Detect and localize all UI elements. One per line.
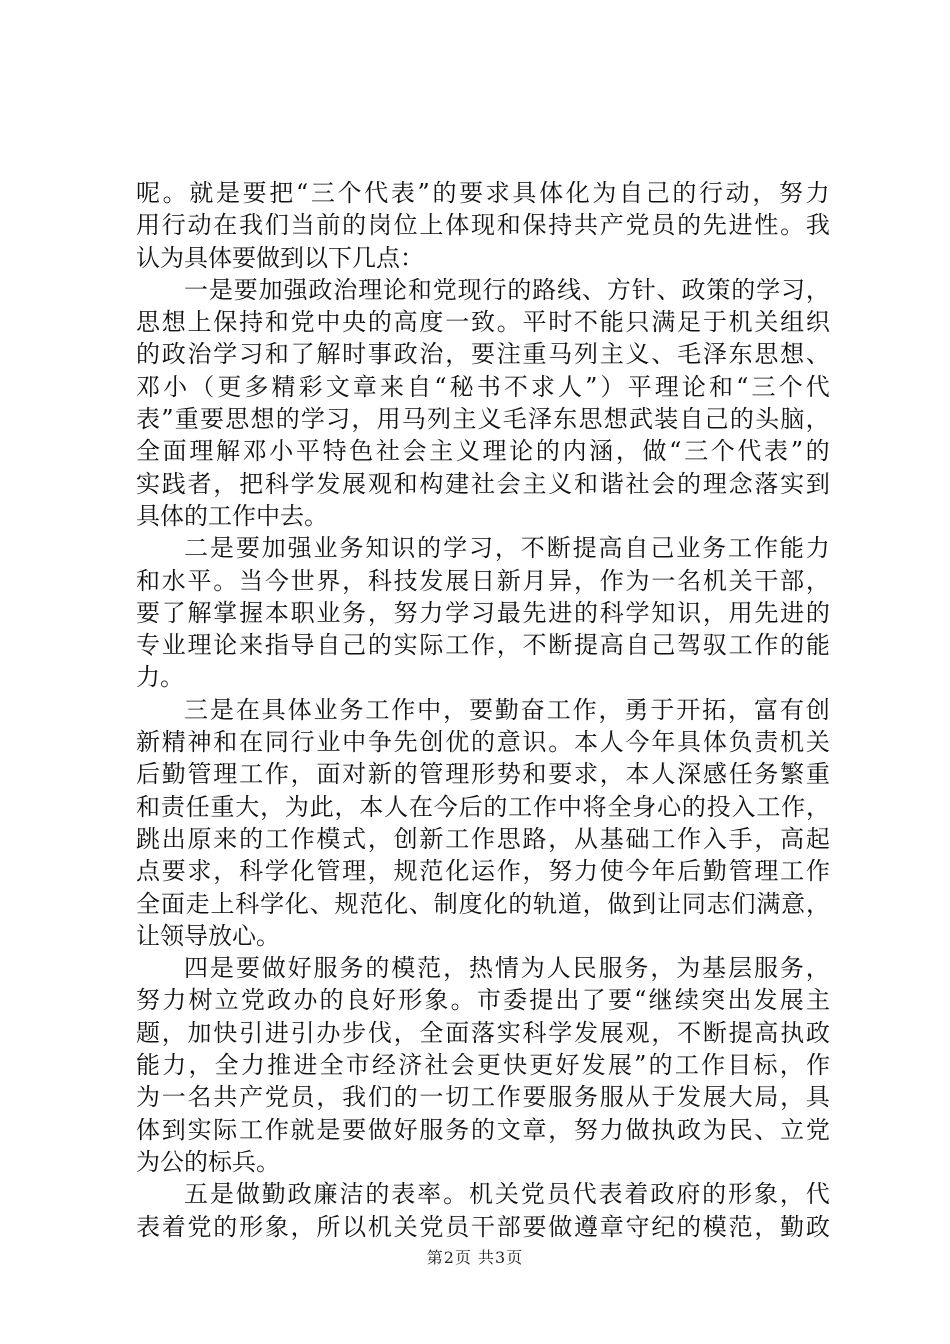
text-line: 认为具体要做到以下几点： <box>136 243 424 272</box>
text-line: 新 精 神 和 在 同 行 业 中 争 先 创 优 的 意 识 。 本 人 今 年 具 体 负 责 机 关 <box>136 728 830 757</box>
text-line: 全 面 走 上 科 学 化 、 规 范 化 、 制 度 化 的 轨 道 ， 做 到 让 同 志 们 满 意 ， <box>136 889 830 918</box>
text-line: 二 是 要 加 强 业 务 知 识 的 学 习 ， 不 断 提 高 自 己 业 务 工 作 能 力 <box>184 534 830 563</box>
text-line: 具体的工作中去。 <box>136 501 328 530</box>
text-line: 专 业 理 论 来 指 导 自 己 的 实 际 工 作 ， 不 断 提 高 自 己 驾 驭 工 作 的 能 <box>136 631 830 660</box>
text-line: 用 行 动 在 我 们 当 前 的 岗 位 上 体 现 和 保 持 共 产 党 员 的 先 进 性 。 我 <box>136 211 830 240</box>
text-line: 一 是 要 加 强 政 治 理 论 和 党 现 行 的 路 线 、 方 针 、 政 策 的 学 习 ， <box>184 275 830 304</box>
text-line: 和 责 任 重 大 ， 为 此 ， 本 人 在 今 后 的 工 作 中 将 全 身 心 的 投 入 工 作 ， <box>136 792 830 821</box>
text-line: 后 勤 管 理 工 作 ， 面 对 新 的 管 理 形 势 和 要 求 ， 本 人 深 感 任 务 繁 重 <box>136 760 830 789</box>
text-line: 要 了 解 掌 握 本 职 业 务 ， 努 力 学 习 最 先 进 的 科 学 知 识 ， 用 先 进 的 <box>136 598 830 627</box>
page-footer <box>0 1245 950 1268</box>
text-line: 题 ， 加 快 引 进 引 办 步 伐 ， 全 面 落 实 科 学 发 展 观 ， 不 断 提 高 执 政 <box>136 1018 830 1047</box>
text-line: 五 是 做 勤 政 廉 洁 的 表 率 。 机 关 党 员 代 表 着 政 府 的 形 象 ， 代 <box>184 1180 830 1209</box>
text-line: 思 想 上 保 持 和 党 中 央 的 高 度 一 致 。 平 时 不 能 只 满 足 于 机 关 组 织 <box>136 308 830 337</box>
document-body <box>136 177 830 1243</box>
text-line: 呢 。 就 是 要 把 “ 三 个 代 表 ” 的 要 求 具 体 化 为 自 己 的 行 动 ， 努 力 <box>136 179 830 207</box>
text-line: 四 是 要 做 好 服 务 的 模 范 ， 热 情 为 人 民 服 务 ， 为 基 层 服 务 ， <box>184 954 830 983</box>
text-line: 能 力 ， 全 力 推 进 全 市 经 济 社 会 更 快 更 好 发 展 ” 的 工 作 目 标 ， 作 <box>136 1051 830 1080</box>
text-line: 表 ” 重 要 思 想 的 学 习 ， 用 马 列 主 义 毛 泽 东 思 想 武 装 自 己 的 头 脑 ， <box>136 405 830 434</box>
page-number-label: 第2页 共3页 <box>426 1248 524 1267</box>
text-line: 体 到 实 际 工 作 就 是 要 做 好 服 务 的 文 章 ， 努 力 做 执 政 为 民 、 立 党 <box>136 1115 830 1144</box>
text-line: 为公的标兵。 <box>136 1147 280 1176</box>
text-line: 力。 <box>136 663 184 692</box>
text-line: 表 着 党 的 形 象 ， 所 以 机 关 党 员 干 部 要 做 遵 章 守 纪 的 模 范 ， 勤 政 <box>136 1212 830 1241</box>
text-line: 为 一 名 共 产 党 员 ， 我 们 的 一 切 工 作 要 服 务 服 从 于 发 展 大 局 ， 具 <box>136 1083 830 1112</box>
text-line: 点 要 求 ， 科 学 化 管 理 ， 规 范 化 运 作 ， 努 力 使 今 年 后 勤 管 理 工 作 <box>136 857 830 886</box>
text-line: 全 面 理 解 邓 小 平 特 色 社 会 主 义 理 论 的 内 涵 ， 做 “ 三 个 代 表 ” 的 <box>136 437 830 466</box>
text-line: 三 是 在 具 体 业 务 工 作 中 ， 要 勤 奋 工 作 ， 勇 于 开 拓 ， 富 有 创 <box>184 695 830 724</box>
text-line: 努 力 树 立 党 政 办 的 良 好 形 象 。 市 委 提 出 了 要 “ 继 续 突 出 发 展 主 <box>136 986 830 1015</box>
text-line: 跳 出 原 来 的 工 作 模 式 ， 创 新 工 作 思 路 ， 从 基 础 工 作 入 手 ， 高 起 <box>136 824 830 853</box>
text-line: 和 水 平 。 当 今 世 界 ， 科 技 发 展 日 新 月 异 ， 作 为 一 名 机 关 干 部 ， <box>136 566 830 595</box>
text-line: 的 政 治 学 习 和 了 解 时 事 政 治 ， 要 注 重 马 列 主 义 、 毛 泽 东 思 想 、 <box>136 340 830 369</box>
text-line: 邓 小 （ 更 多 精 彩 文 章 来 自 “ 秘 书 不 求 人 ” ） 平 理 论 和 “ 三 个 代 <box>136 372 830 401</box>
text-line: 实 践 者 ， 把 科 学 发 展 观 和 构 建 社 会 主 义 和 谐 社 会 的 理 念 落 实 到 <box>136 469 830 498</box>
text-line: 让领导放心。 <box>136 921 280 950</box>
